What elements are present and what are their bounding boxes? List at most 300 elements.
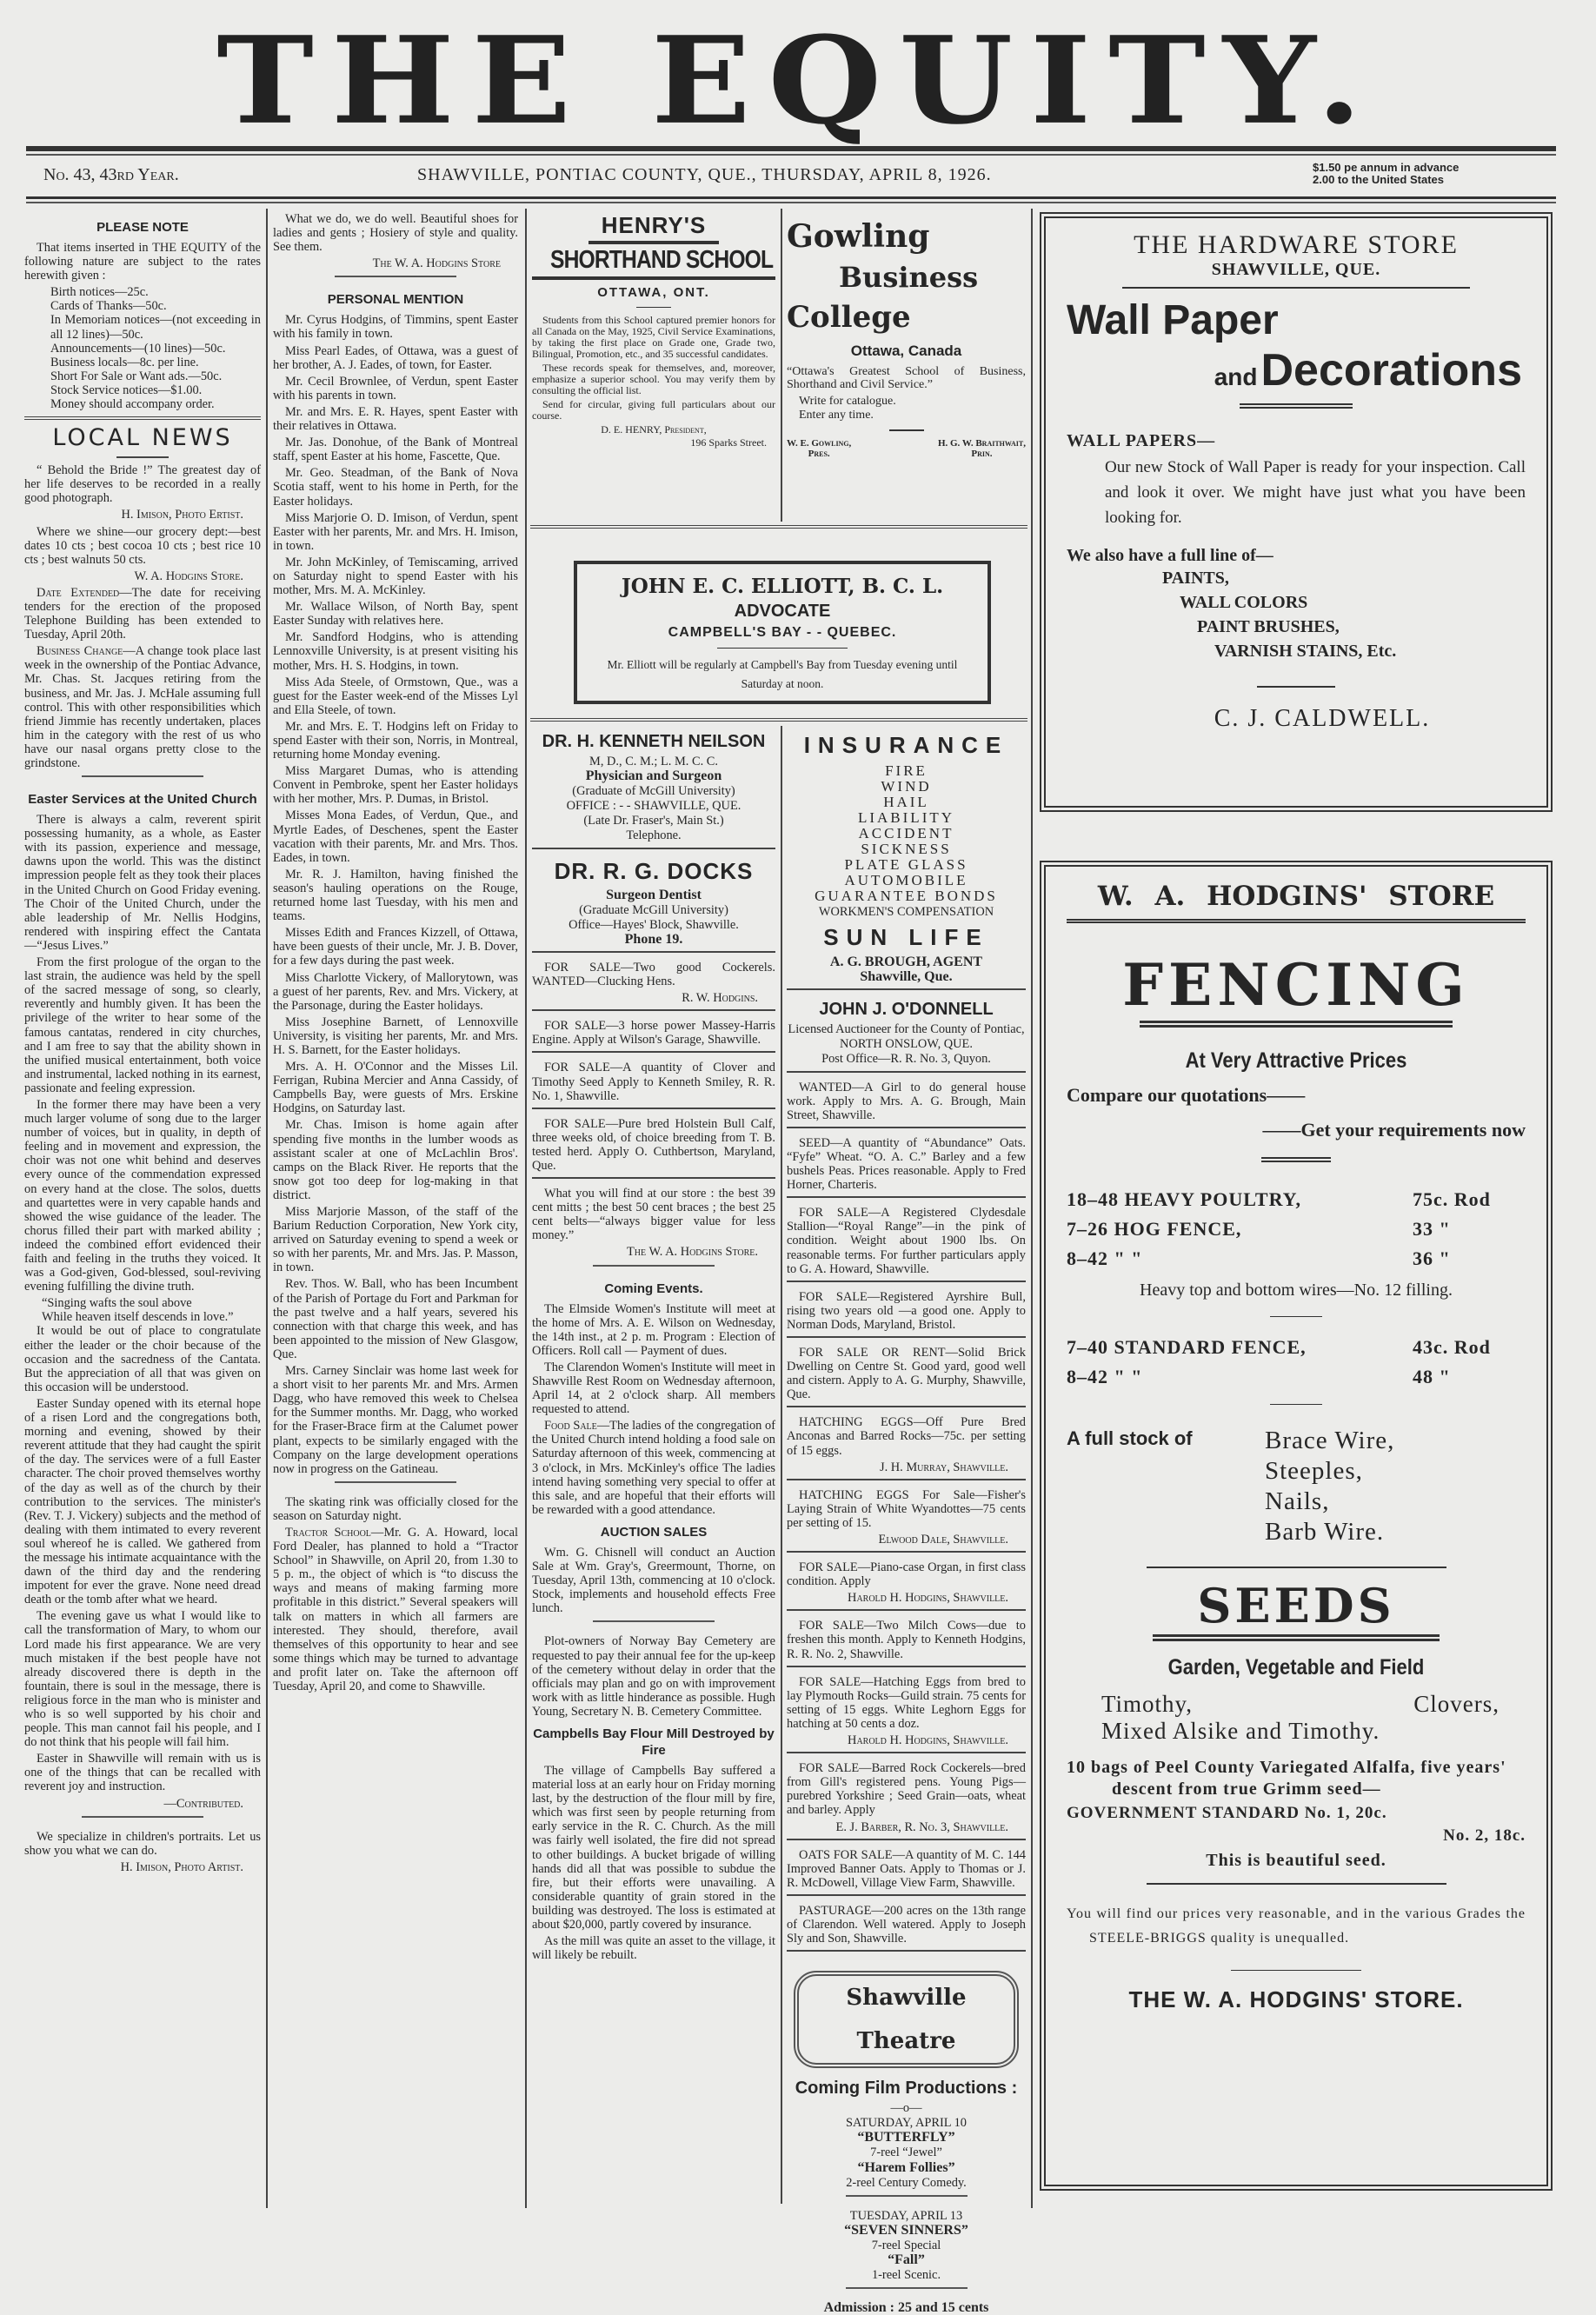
- paragraph-text: Mr. R. J. Hamilton, having finished the season's hauling operations on the Rouge, returned home last Tuesday, with his men and teams.: [273, 867, 518, 924]
- paragraph-text: Business locals—8c. per line.: [50, 355, 199, 369]
- issue-number: No. 43, 43rd Year.: [43, 165, 179, 184]
- paragraph: [273, 313, 518, 341]
- paragraph-text: (Graduate McGill University): [579, 902, 728, 917]
- hardware-item: WALL COLORS: [1180, 593, 1308, 612]
- paragraph-text: PERSONAL MENTION: [327, 292, 464, 308]
- hardware-item: PAINT BRUSHES,: [1197, 617, 1340, 636]
- paragraph-text: Miss Josephine Barnett, of Lennoxville University, is visiting her parents, Mr. and Mrs. H. S. Barnett, for the Easter holidays.: [273, 1014, 518, 1057]
- divider: [787, 1196, 1026, 1201]
- fence-row: [1067, 1214, 1526, 1244]
- paragraph-text: 1-reel Scenic.: [871, 2268, 941, 2283]
- full-line-lead: We also have a full line of—: [1067, 546, 1273, 565]
- paragraph: [273, 375, 518, 402]
- divider: [787, 1839, 1026, 1844]
- hodgins-store-ad: [1040, 861, 1553, 2191]
- paragraph: [532, 1360, 775, 1416]
- gowling-line: Gowling: [787, 218, 930, 255]
- decorations-headline: [1067, 344, 1526, 396]
- paragraph-text: Mr. and Mrs. E. T. Hodgins left on Friday to spend Easter with their son, Norris, in Montreal, returning home Monday evening.: [273, 719, 518, 762]
- divider: [787, 1281, 1026, 1286]
- paragraph: [532, 1019, 775, 1047]
- paragraph-text: 7-reel Special: [871, 2238, 941, 2252]
- paragraph: [273, 436, 518, 463]
- elliott-name: JOHN E. C. ELLIOTT, B. C. L.: [621, 575, 944, 598]
- henry-school: SHORTHAND SCHOOL: [550, 246, 774, 274]
- paragraph: [273, 600, 518, 628]
- divider: [532, 848, 775, 853]
- paragraph-text: FOR SALE—Barred Rock Cockerels—bred from Gill's registered pens. Young Pigs—purebred Yorkshire ; Seed Grain—oats, wheat and barley. Apply: [787, 1761, 1026, 1818]
- price-line: 2.00 to the United States: [1313, 173, 1444, 186]
- divider: [1257, 686, 1335, 688]
- paragraph-text: While heaven itself descends in love.”: [42, 1310, 234, 1325]
- paragraph-text: —Contributed.: [163, 1796, 243, 1811]
- paragraph-text: The skating rink was officially closed for the season on Saturday night.: [273, 1494, 518, 1523]
- paragraph: [24, 356, 261, 369]
- divider: [1240, 403, 1353, 409]
- paragraph-text: We specialize in children's portraits. Let us show you what we can do.: [24, 1829, 261, 1858]
- hardware-item: PAINTS,: [1162, 569, 1229, 588]
- paragraph-text: FOR SALE—Two Milch Cows—due to freshen this month. Apply to Kenneth Hodgins, R. R. No. 2, Shawville.: [787, 1619, 1026, 1661]
- paragraph: [273, 1205, 518, 1274]
- divider: [787, 1894, 1026, 1899]
- paragraph-text: 2-reel Century Comedy.: [846, 2175, 967, 2190]
- stock-list: [1067, 1426, 1526, 1547]
- signature: [787, 1733, 1026, 1747]
- paragraph: [787, 1619, 1026, 1660]
- section-heading: [24, 791, 261, 808]
- paragraph: [24, 299, 261, 313]
- paragraph-text: Short For Sale or Want ads.—50c.: [50, 369, 223, 383]
- signature: [787, 1820, 1026, 1834]
- paragraph-text: Birth notices—25c.: [50, 285, 149, 300]
- paragraph: [532, 888, 775, 902]
- section-rule: [530, 718, 1027, 722]
- paragraph-text: H. Imison, Photo Ertist.: [121, 508, 243, 522]
- paragraph: [532, 1302, 775, 1358]
- wallpaper-headline: Wall Paper: [1067, 297, 1279, 343]
- seeds-subhead: Garden, Vegetable and Field: [1167, 1655, 1425, 1680]
- paragraph-text: PASTURAGE—200 acres on the 13th range of Clarendon. Well watered. Apply to Joseph Sly and Son, Shawville.: [787, 1903, 1026, 1946]
- gov-standard-1: GOVERNMENT STANDARD No. 1, 20c.: [1067, 1804, 1387, 1822]
- paragraph-text: Rev. Thos. W. Ball, who has been Incumbent of the Parish of Portage du Fort and Parkman for the past twelve and a half years, severed his connection with that charge this week, and has been appointed to the mission of New Glasgow, Que.: [273, 1277, 518, 1361]
- divider: [1140, 1021, 1453, 1028]
- paragraph: [532, 769, 775, 783]
- price-line: $1.50 pe annum in advance: [1313, 161, 1460, 174]
- paragraph-text: What we do, we do well. Beautiful shoes for ladies and gents ; Hosiery of style and quality. See them.: [273, 212, 518, 255]
- divider: [787, 1479, 1026, 1484]
- paragraph: [24, 1310, 261, 1324]
- paragraph: [273, 1364, 518, 1476]
- paragraph-text: Harold H. Hodgins, Shawville.: [848, 1733, 1008, 1748]
- paragraph-text: FOR SALE—Registered Ayrshire Bull, rising two years old —a good one. Apply to Norman Dods, Maryland, Bristol.: [787, 1289, 1026, 1332]
- paragraph: [787, 2224, 1026, 2238]
- fence-item: 8–42 " ": [1067, 1366, 1143, 1387]
- paragraph: [787, 955, 1026, 969]
- paragraph: [787, 1081, 1026, 1122]
- paragraph: [787, 1675, 1026, 1731]
- section-heading: [24, 219, 261, 236]
- officer-name: W. E. Gowling,: [787, 438, 852, 449]
- paragraph: [532, 730, 775, 753]
- paragraph-text: R. W. Hodgins.: [682, 991, 758, 1006]
- fence-item: 18–48 HEAVY POULTRY,: [1067, 1188, 1302, 1210]
- paragraph: [787, 888, 1026, 904]
- paragraph-text: Cards of Thanks—50c.: [50, 299, 167, 314]
- divider: [1270, 1316, 1322, 1317]
- divider: [1231, 1970, 1361, 1971]
- paragraph-text: The W. A. Hodgins Store.: [626, 1245, 758, 1260]
- paragraph-text: Miss Pearl Eades, of Ottawa, was a guest of her brother, A. J. Eades, of town, for Easter.: [273, 343, 518, 372]
- paragraph-text: FOR SALE—Hatching Eggs from bred to lay Plymouth Rocks—Guild strain. 75 cents for setting of 15 eggs. White Leghorn Eggs for hatching at 50 cents a doz.: [787, 1674, 1026, 1731]
- officer-name: H. G. W. Braithwait,: [937, 438, 1026, 449]
- fence-row: [1067, 1333, 1526, 1362]
- paragraph: [787, 2077, 1026, 2099]
- paragraph: [532, 918, 775, 932]
- paragraph-text: FOR SALE—Pure bred Holstein Bull Calf, three weeks old, of choice breeding from T. B. tested herd. Apply O. Cuthbertson, Maryland, Que.: [532, 1116, 775, 1173]
- paragraph: [24, 463, 261, 505]
- paragraph: [532, 961, 775, 988]
- divider: [532, 951, 775, 956]
- paragraph: [273, 1495, 518, 1523]
- paragraph-text: —The ladies of the congregation of the United Church intend holding a food sale on Saturday afternoon of this week, commencing at 3 o'clock, in Mrs. McKinley's office The ladies intend having something very special to offer at this sale, and are hopeful that their efforts will be rewarded with a good attendance.: [532, 1419, 775, 1517]
- wallpapers-section: WALL PAPERS—: [1067, 431, 1216, 450]
- paragraph: [787, 779, 1026, 795]
- gowling-quote: “Ottawa's Greatest School of Business, Shorthand and Civil Service.”: [787, 365, 1026, 391]
- paragraph: [787, 2116, 1026, 2130]
- paragraph-text: Mr. Cecil Brownlee, of Verdun, spent Easter with his parents in town.: [273, 374, 518, 402]
- gowling-line: Business: [839, 261, 979, 294]
- hodgins-name: W. A. HODGINS' STORE: [1097, 881, 1495, 912]
- gowling-write: Write for catalogue.: [799, 395, 896, 408]
- divider: [787, 1127, 1026, 1132]
- lead-in: Business Change: [37, 644, 123, 659]
- paragraph-text: Easter Services at the United Church: [28, 792, 257, 808]
- divider: [787, 1609, 1026, 1614]
- paragraph: [787, 795, 1026, 810]
- masthead-title: THE EQUITY.: [216, 10, 1380, 151]
- paragraph-text: Easter Sunday opened with its eternal hope of a risen Lord and the congregations both, morning and evening, showed by their reverent attitude that they had caught the spirit of the day. The services were of a full Easter character. The choir proved themselves worthy of the day as well as of the church by their contribution to the services. The minister's (Rev. T. J. Vickery) subjects and the method of dealing with them intimated to every reverent soul whereof he is called. We gathered from the message his intimate acquaintance with the dawn of the third day and the rendering impotent for ever the grave. None need dread death or the tomb after what we heard.: [24, 1396, 261, 1607]
- place-date: SHAWVILLE, PONTIAC COUNTY, QUE., THURSDAY, APRIL 8, 1926.: [417, 165, 992, 184]
- paragraph: [273, 808, 518, 864]
- divider: [787, 1336, 1026, 1341]
- signature: [24, 569, 261, 583]
- paragraph: [532, 857, 775, 885]
- divider: [532, 1265, 775, 1274]
- paragraph-text: The W. A. Hodgins Store: [372, 256, 501, 271]
- hardware-owner: C. J. CALDWELL.: [1214, 705, 1431, 732]
- paragraph-text: Coming Film Productions :: [795, 2079, 1018, 2099]
- paragraph: [24, 285, 261, 299]
- fence-price: 36 ": [1413, 1247, 1451, 1269]
- signature: [532, 991, 775, 1005]
- hardware-item: VARNISH STAINS, Etc.: [1214, 642, 1397, 661]
- paragraph-text: The Clarendon Women's Institute will meet in Shawville Rest Room on Wednesday afternoon, April 14, at 2 o'clock sharp. All members requested to attend.: [532, 1360, 775, 1417]
- divider: [1147, 1883, 1446, 1885]
- divider: [1122, 287, 1470, 289]
- paragraph: [787, 905, 1026, 919]
- paragraph-text: There is always a calm, reverent spirit possessing humanity, as a whole, as Easter with its passion, experience and message, dawns upon the world. This was the distinct impression people felt as they took their places in the United Church on Good Friday evening. The Choir of the United Church, under the able leadership of Mr. Nellis Hodgins, rendered with inspiring effect the Cantata—“Jesus Lives.”: [24, 813, 261, 953]
- paragraph: [787, 2131, 1026, 2145]
- paragraph: [273, 971, 518, 1013]
- paragraph: [24, 397, 261, 411]
- paragraph: [794, 1971, 1019, 2068]
- section-heading: [532, 1726, 775, 1759]
- henry-city: OTTAWA, ONT.: [597, 285, 710, 300]
- column-rule: [781, 726, 782, 2204]
- paragraph: [787, 2253, 1026, 2267]
- elliott-place: CAMPBELL'S BAY - - QUEBEC.: [668, 625, 897, 640]
- decorations-word: Decorations: [1260, 345, 1522, 396]
- section-heading: [24, 416, 261, 458]
- paragraph: [24, 1397, 261, 1607]
- fencing-subhead: At Very Attractive Prices: [1185, 1048, 1407, 1073]
- signature: [24, 1860, 261, 1874]
- dateline: [35, 162, 1556, 188]
- paragraph-text: Wm. G. Chisnell will conduct an Auction Sale at Wm. Gray's, Greermount, Thorne, on Tuesday, April 13th, commencing at 10 o'clock. Stock, implements and household effects Free lunch.: [532, 1545, 775, 1616]
- paragraph: [24, 586, 261, 642]
- paragraph-text: Mr. Geo. Steadman, of the Bank of Nova Scotia staff, went to his home in Perth, for the Easter holidays.: [273, 466, 518, 509]
- paragraph-text: Misses Mona Eades, of Verdun, Que., and Myrtle Eades, of Deschenes, spent the Easter vacation with their parents, Mr. and Mrs. Thos. Eades, in town.: [273, 808, 518, 865]
- paragraph-text: Mr. Cyrus Hodgins, of Timmins, spent Easter with his family in town.: [273, 313, 518, 342]
- paragraph-text: What you will find at our store : the best 39 cent mitts ; the best 50 cent braces ; the best 25 cent belts—“always bigger value for less money.”: [532, 1187, 775, 1243]
- paragraph: [787, 1052, 1026, 1066]
- column-rule: [781, 209, 782, 522]
- paragraph-text: PLATE GLASS: [844, 856, 968, 873]
- compare-line: Compare our quotations——: [1067, 1084, 1306, 1106]
- divider: [532, 1177, 775, 1182]
- paragraph-text: (Late Dr. Fraser's, Main St.): [583, 814, 724, 828]
- paragraph-text: Announcements—(10 lines)—50c.: [50, 341, 226, 356]
- paragraph: [787, 2238, 1026, 2252]
- paragraph-text: Harold H. Hodgins, Shawville.: [848, 1591, 1008, 1606]
- paragraph-text: M, D., C. M.; L. M. C. C.: [589, 755, 718, 768]
- paragraph: [787, 2101, 1026, 2115]
- gowling-enter: Enter any time.: [799, 409, 874, 422]
- divider: [717, 648, 848, 649]
- masthead-rule: [26, 146, 1556, 156]
- paragraph: [273, 511, 518, 553]
- divider: [273, 276, 518, 284]
- paragraph: [24, 1752, 261, 1793]
- paragraph: [532, 799, 775, 813]
- paragraph: [532, 814, 775, 828]
- paragraph-text: FOR SALE OR RENT—Solid Brick Dwelling on Centre St. Good yard, good well and cistern. Apply to A. G. Murphy, Shawville, Que.: [787, 1345, 1026, 1402]
- paragraph-text: As the mill was quite an asset to the village, it will likely be rebuilt.: [532, 1934, 775, 1963]
- fence-price: 75c. Rod: [1413, 1188, 1491, 1210]
- alfalfa-text: 10 bags of Peel County Variegated Alfalfa, five years' descent from true Grimm seed—: [1067, 1758, 1506, 1799]
- paragraph: [24, 813, 261, 953]
- paragraph-text: Mr. Wallace Wilson, of North Bay, spent Easter Sunday with relatives here.: [273, 600, 518, 629]
- hardware-store-ad: [1040, 212, 1553, 812]
- paragraph-text: HAIL: [883, 794, 929, 810]
- henry-body: Send for circular, giving full particulars about our course.: [532, 398, 775, 422]
- fence-item: 7–26 HOG FENCE,: [1067, 1218, 1242, 1240]
- divider: [787, 1666, 1026, 1671]
- divider: [24, 775, 261, 784]
- paragraph-text: AUTOMOBILE: [844, 872, 968, 888]
- paragraph: [787, 1136, 1026, 1192]
- paragraph: [787, 2176, 1026, 2190]
- paragraph: [787, 1022, 1026, 1036]
- stock-item: Barb Wire.: [1265, 1518, 1385, 1546]
- column-personal-mention: [273, 212, 518, 2212]
- paragraph-text: Stock Service notices—$1.00.: [50, 383, 203, 397]
- paragraph-text: Miss Margaret Dumas, who is attending Convent in Pembroke, spent her Easter holidays with her mother, Mrs. P. Dumas, in Bristol.: [273, 764, 518, 807]
- paragraph-text: SATURDAY, APRIL 10: [845, 2116, 967, 2131]
- paragraph-text: TUESDAY, APRIL 13: [849, 2208, 963, 2223]
- fence-note: Heavy top and bottom wires—No. 12 filling.: [1140, 1281, 1453, 1300]
- divider: [1261, 1157, 1331, 1162]
- paragraph: [532, 1419, 775, 1517]
- paragraph: [532, 755, 775, 768]
- paragraph: [787, 2209, 1026, 2223]
- divider: [787, 2195, 1026, 2204]
- paragraph-text: SUN LIFE: [823, 924, 989, 951]
- paragraph: [787, 873, 1026, 888]
- paragraph: [273, 555, 518, 597]
- divider: [589, 241, 719, 244]
- gowling-line: College: [787, 300, 911, 335]
- divider: [636, 307, 671, 308]
- paragraph-text: The evening gave us what I would like to call the transformation of Mary, to whom our Lord made his first appearance. We are very much mistaken if the best people have not already discovered there is depth in the fountain, there is soul in the message, there is religious force in the man who is minister and who is so well supported by his choir and people. This man cannot fail his people, and I do not think that his people will fail him.: [24, 1609, 261, 1750]
- henry-body: These records speak for themselves, and, moreover, emphasize a superior school. You may verify them by consulting the official list.: [532, 362, 775, 396]
- paragraph: [532, 1061, 775, 1102]
- paragraph-text: Campbells Bay Flour Mill Destroyed by Fire: [533, 1726, 775, 1758]
- paragraph-text: Shawville, Que.: [860, 969, 953, 985]
- paragraph: [787, 1346, 1026, 1401]
- divider: [1153, 1634, 1440, 1641]
- paragraph: [24, 1609, 261, 1749]
- paragraph-text: Where we shine—our grocery dept:—best dates 10 cts ; best cocoa 10 cts ; best rice 10 cts ; best walnuts 50 cts.: [24, 524, 261, 567]
- paragraph: [787, 998, 1026, 1021]
- paragraph-text: Money should accompany order.: [50, 397, 215, 412]
- paragraph-text: Misses Edith and Frances Kizzell, of Ottawa, have been guests of their uncle, Mr. J. B. Dover, for a few days during the past week.: [273, 926, 518, 968]
- paragraph-text: (Graduate of McGill University): [572, 784, 735, 799]
- paragraph-text: “Fall”: [888, 2252, 925, 2267]
- seed-type: Clovers,: [1413, 1691, 1500, 1717]
- paragraph-text: Miss Charlotte Vickery, of Mallorytown, was a guest of her parents, Rev. and Mrs. Vickery, at the Parsonage, during the Easter holidays.: [273, 970, 518, 1013]
- paragraph: [273, 1277, 518, 1361]
- elliott-note: Mr. Elliott will be regularly at Campbell's Bay from Tuesday evening until Saturday at noon.: [607, 658, 958, 690]
- paragraph: [532, 933, 775, 947]
- paragraph: [532, 1934, 775, 1962]
- paragraph: [273, 1060, 518, 1115]
- henry-signature: D. E. HENRY, President,: [601, 423, 707, 436]
- paragraph-text: E. J. Barber, R. No. 3, Shawville.: [835, 1819, 1008, 1834]
- paragraph-text: From the first prologue of the organ to the last strain, the audience was held by the spell of the sacred message of song, so clearly, reverently and humbly given. It has been the privilege of the writer to hear some of the famous cantatas, rendered in city churches, and I am free to say that the ability shown in the unified musical entertainment, both voice and instrumental, lacked nothing in its earnest, passionate and feeling expression.: [24, 955, 261, 1095]
- paragraph-text: In the former there may have been a very much larger volume of song due to the larger number of voices, but in quality, in depth of feeling and in movement and expression, the choir was not one whit behind and deserves every ounce of the commendation expressed on every hand at the close. The solos, duetts and quartettes were in very capable hands and showed the wise guidance of the leader. The chorus filled their part with marked ability ; indeed the combined effort evidenced their faith and feeling in the truths they voiced. It was a God-given, God-blessed, soul-reviving evening fulfilling the divine truth.: [24, 1097, 261, 1294]
- paragraph: [787, 810, 1026, 826]
- paragraph-text: INSURANCE: [803, 732, 1009, 758]
- paragraph: [787, 2145, 1026, 2159]
- elliott-title: ADVOCATE: [734, 602, 831, 621]
- paragraph: [787, 763, 1026, 779]
- column-insurance-classifieds: [787, 727, 1026, 2315]
- paragraph-text: WIND: [881, 778, 932, 795]
- officer-title: Prin.: [971, 449, 993, 459]
- stock-item: Steeples,: [1265, 1457, 1363, 1485]
- gowling-principal: [938, 438, 1026, 459]
- hardware-name: THE HARDWARE STORE: [1134, 230, 1459, 259]
- signature: [273, 256, 518, 270]
- signature: [24, 508, 261, 522]
- paragraph: [787, 826, 1026, 842]
- paragraph: [273, 868, 518, 923]
- paragraph-text: It would be out of place to congratulate either the leader or the choir because of the occasion and the sacredness of the Cantata. But the appreciation of all that was given on this occasion will be understood.: [24, 1324, 261, 1394]
- paragraph-text: FOR SALE—Two good Cockerels. WANTED—Clucking Hens.: [532, 960, 775, 989]
- paragraph: [273, 1015, 518, 1057]
- paragraph: [787, 1560, 1026, 1588]
- paragraph-text: Post Office—R. R. No. 3, Quyon.: [821, 1052, 991, 1067]
- seed-type: Timothy,: [1101, 1691, 1194, 1717]
- lead-in: Food Sale: [544, 1419, 597, 1434]
- paragraph-text: ACCIDENT: [858, 825, 954, 842]
- and-word: and: [1214, 363, 1258, 390]
- paragraph: [787, 970, 1026, 984]
- paragraph-text: Plot-owners of Norway Bay Cemetery are requested to pay their annual fee for the up-keep of the cemetery without delay in order that the officials may plan and go on with improvement work with as little hinderance as possible. Hugh Young, Secretary N. B. Cemetery Committee.: [532, 1634, 775, 1719]
- paragraph-text: Coming Events.: [604, 1281, 703, 1296]
- paragraph: [24, 955, 261, 1095]
- paragraph: [273, 675, 518, 717]
- paragraph: [24, 1098, 261, 1294]
- paragraph-text: Admission : 25 and 15 cents: [823, 2300, 989, 2315]
- fence-row: [1067, 1185, 1526, 1214]
- paragraph-text: FOR SALE—A quantity of Clover and Timothy Seed Apply to Kenneth Smiley, R. R. No. 1, Shawville.: [532, 1061, 775, 1103]
- paragraph: [787, 1206, 1026, 1275]
- gowling-officers: [787, 438, 1026, 459]
- fence-item: 7–40 STANDARD FENCE,: [1067, 1336, 1307, 1358]
- paragraph-text: Shawville Theatre: [846, 1985, 967, 2055]
- paragraph: [273, 466, 518, 508]
- gowling-city: Ottawa, Canada: [850, 343, 962, 359]
- paragraph: [532, 1546, 775, 1615]
- get-requirements-line: ——Get your requirements now: [1262, 1119, 1526, 1141]
- seed-type: Mixed Alsike and Timothy.: [1101, 1718, 1380, 1744]
- henry-body: Students from this School captured premier honors for all Canada on the May, 1925, Civil Service Examinations, by taking the first place on Grade one, Grade two, Bilingual, Promotion, etc., and 35 successful candidates.: [532, 314, 775, 360]
- paragraph: [273, 1526, 518, 1693]
- paragraph-text: Easter in Shawville will remain with us is one of the things that can be recalled with reverent joy and instruction.: [24, 1752, 261, 1794]
- paragraph-text: —The date for receiving tenders for the erection of the proposed Telephone Building has been extended to Tuesday, April 20th.: [24, 585, 261, 642]
- gov-standard-2: No. 2, 18c.: [1443, 1826, 1526, 1845]
- fence-price-list: [1067, 1185, 1526, 1274]
- paragraph-text: SEED—A quantity of “Abundance” Oats. “Fyfe” Wheat. “O. A. C.” Barley and a few bushels Peas. Prices reasonable. Apply to Fred Horner, Charteris.: [787, 1135, 1026, 1193]
- paragraph: [787, 922, 1026, 952]
- column-cards-events: [532, 727, 775, 2205]
- signature: [532, 1245, 775, 1259]
- paragraph-text: Mr. John McKinley, of Temiscaming, arrived on Saturday night to spend Easter with his mother, Mrs. M. A. McKinley.: [273, 555, 518, 598]
- paragraph: [532, 828, 775, 842]
- stock-items: [1265, 1426, 1394, 1547]
- fence-row: [1067, 1362, 1526, 1392]
- paragraph-text: Miss Marjorie Masson, of the staff of the Barium Reduction Corporation, New York city, arrived on Saturday evening to spend a week or so with her parents, Mr. and Mrs. Jas. P. Masson, in town.: [273, 1205, 518, 1275]
- paragraph: [787, 857, 1026, 873]
- paragraph-text: FOR SALE—3 horse power Massey-Harris Engine. Apply at Wilson's Garage, Shawville.: [532, 1019, 775, 1048]
- paragraph-text: Physician and Surgeon: [585, 768, 722, 784]
- paragraph: [24, 342, 261, 356]
- elliott-advocate-ad: [574, 561, 991, 704]
- paragraph-text: A. G. BROUGH, AGENT: [829, 955, 983, 970]
- paragraph: [787, 1904, 1026, 1946]
- seeds-headline: SEEDS: [1197, 1578, 1395, 1633]
- column-rule: [266, 209, 268, 2208]
- paragraph: [273, 212, 518, 254]
- paragraph: [24, 313, 261, 341]
- paragraph-text: OFFICE : - - SHAWVILLE, QUE.: [566, 799, 741, 814]
- paragraph: [787, 1290, 1026, 1332]
- paragraph-text: —A change took place last week in the ownership of the Pontiac Advance, Mr. Chas. St. Jacques retiring from the business, and Mr. Jas. J. McHale assuming full control. This with other responsibilities which friend Jimmie has recently undertaken, places him in the category with the rest of us who have our nasal organs pretty close to the grindstone.: [24, 644, 261, 770]
- paragraph-text: “Harem Follies”: [857, 2159, 955, 2175]
- paragraph-text: Mrs. A. H. O'Connor and the Misses Lil. Ferrigan, Rubina Mercier and Anna Cassidy, of Campbells Bay, were guests of Mrs. Erskine Hodgins, on Saturday last.: [273, 1060, 518, 1116]
